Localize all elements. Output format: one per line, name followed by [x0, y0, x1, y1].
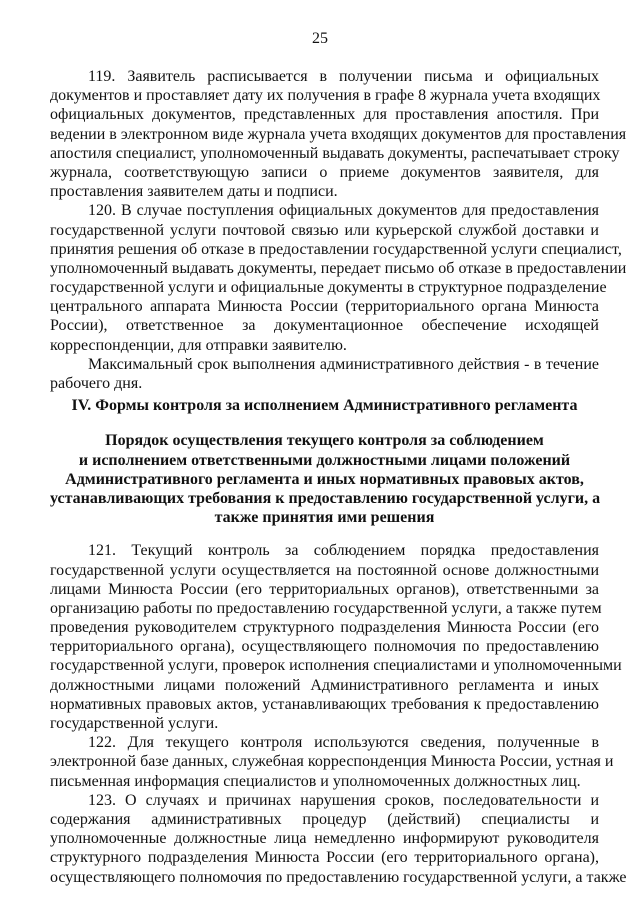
subsection-heading — [50, 431, 599, 527]
text-line: территориального органа), осуществляющего полномочия по предоставлению — [50, 638, 599, 656]
text-line: ведении в электронном виде журнала учета входящих документов для проставления — [50, 125, 627, 143]
paragraph-120 — [50, 201, 627, 355]
text-line: журнала, соответствующую записи о приеме документов заявителя, для — [50, 163, 599, 181]
paragraph-123 — [50, 791, 627, 887]
text-line: 120. В случае поступления официальных документов для предоставления — [88, 202, 599, 220]
text-line: государственной услуги почтовой связью или курьерской службой доставки и — [50, 221, 599, 239]
text-line: лицами Минюста России (его территориальных органов), ответственными за — [50, 580, 599, 598]
text-line: осуществляющего полномочия по предоставлению государственной услуги, а также — [50, 868, 627, 886]
page-number: 25 — [312, 30, 328, 47]
text-line: содержания административных процедур (действий) специалисты и — [50, 810, 599, 828]
heading-line: и исполнением ответственными должностными лицами положений — [78, 451, 571, 469]
text-line: уполномоченный выдавать документы, передает письмо об отказе в предоставлении — [50, 259, 627, 277]
text-line: 122. Для текущего контроля используются сведения, полученные в — [88, 734, 599, 752]
text-line: корреспонденции, для отправки заявителю. — [50, 336, 347, 354]
document-body — [50, 67, 627, 887]
text-line: нормативных правовых актов, устанавливающих требования к предоставлению — [50, 695, 599, 713]
text-line: России), ответственное за документационное обеспечение исходящей — [50, 317, 599, 335]
heading-line: устанавливающих требования к предоставлению государственной услуги, а — [50, 489, 601, 507]
text-line: государственной услуги. — [50, 715, 219, 732]
paragraph-max-term — [50, 355, 599, 393]
paragraph-121 — [50, 541, 622, 733]
heading-line: Порядок осуществления текущего контроля за соблюдением — [105, 432, 544, 450]
text-line: электронной базе данных, служебная корреспонденция Минюста России, устная и — [50, 753, 614, 771]
text-line: 119. Заявитель расписывается в получении письма и официальных — [88, 68, 599, 85]
text-line: проставления заявителем даты и подписи. — [50, 183, 338, 201]
text-line: апостиля специалист, уполномоченный выдавать документы, распечатывает строку — [50, 144, 620, 162]
text-line: организацию работы по предоставлению государственной услуги, а также путем — [50, 599, 602, 617]
text-line: 123. О случаях и причинах нарушения сроков, последовательности и — [88, 791, 599, 809]
text-line: письменная информация специалистов и уполномоченных должностных лиц. — [50, 772, 581, 790]
text-line: государственной услуги осуществляется на постоянной основе должностными — [50, 561, 599, 579]
heading-line: также принятия ими решения — [214, 509, 435, 527]
text-line: официальных документов, представленных для проставления апостиля. При — [50, 106, 599, 124]
text-line: центрального аппарата Минюста России (территориального органа Минюста — [50, 298, 599, 316]
text-line: рабочего дня. — [50, 375, 143, 392]
text-line: проведения руководителем структурного подразделения Минюста России (его — [50, 619, 599, 637]
text-line: принятия решения об отказе в предоставлении государственной услуги специалист, — [50, 240, 622, 258]
paragraph-122 — [50, 733, 614, 791]
heading-line: Административного регламента и иных нормативных правовых актов, — [65, 470, 584, 488]
text-line: структурного подразделения Минюста России (его территориального органа), — [50, 849, 599, 867]
heading-line: IV. Формы контроля за исполнением Административного регламента — [71, 397, 578, 415]
text-line: Максимальный срок выполнения административного действия - в течение — [88, 355, 599, 373]
text-line: 121. Текущий контроль за соблюдением порядка предоставления — [88, 542, 599, 560]
section-heading-iv — [50, 396, 599, 415]
text-line: должностными лицами положений Административного регламента и иных — [50, 676, 599, 694]
text-line: государственной услуги и официальные документы в структурное подразделение — [50, 279, 607, 297]
text-line: документов и проставляет дату их получения в графе 8 журнала учета входящих — [50, 87, 601, 105]
text-line: уполномоченные должностные лица немедленно информируют руководителя — [50, 830, 599, 848]
text-line: государственной услуги, проверок исполнения специалистами и уполномоченными — [50, 657, 622, 675]
paragraph-119 — [50, 67, 627, 201]
